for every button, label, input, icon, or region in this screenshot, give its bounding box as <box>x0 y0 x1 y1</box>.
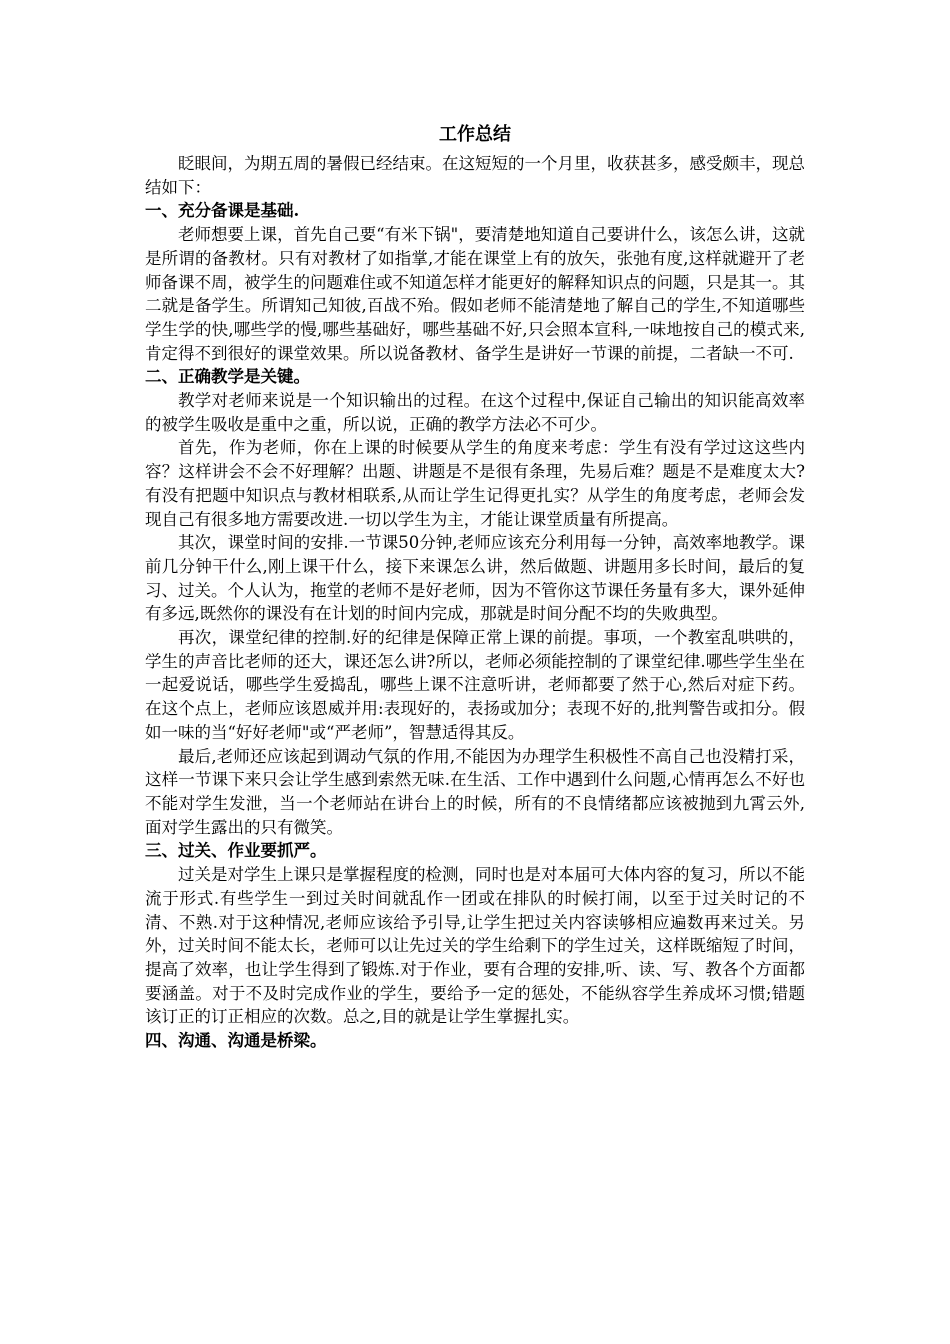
document-title: 工作总结 <box>439 124 511 145</box>
section-heading-3: 三、过关、作业要抓严。 <box>145 841 327 861</box>
section-heading-1: 一、充分备课是基础. <box>145 201 300 221</box>
section-2-paragraph-5: 最后,老师还应该起到调动气氛的作用,不能因为办理学生积极性不高自己也没精打采，这样一节课下来只会让学生感到索然无味.在生活、工作中遇到什么问题,心情再怎么不好也不能对学生发泄，当一个老师站在讲台上的时候，所有的不良情绪都应该被抛到九霄云外,面对学生露出的只有微笑。 <box>145 746 805 837</box>
section-2-paragraph-4: 再次，课堂纪律的控制.好的纪律是保障正常上课的前提。事项，一个教室乱哄哄的，学生的声音比老师的还大，课还怎么讲?所以，老师必须能控制的了课堂纪律.哪些学生坐在一起爱说话，哪些学生爱捣乱，哪些上课不注意听讲，老师都要了然于心,然后对症下药。在这个点上，老师应该恩威并用:表现好的，表扬或加分；表现不好的,批判警告或扣分。假如一味的当“好好老师"或“严老师”，智慧适得其反。 <box>145 628 805 742</box>
section-heading-4: 四、沟通、沟通是桥梁。 <box>145 1031 327 1051</box>
section-2-paragraph-3: 其次，课堂时间的安排.一节课50分钟,老师应该充分利用每一分钟，高效率地教学。课前几分钟干什么,刚上课干什么，接下来课怎么讲，然后做题、讲题用多长时间，最后的复习、过关。个人认为，拖堂的老师不是好老师，因为不管你这节课任务量有多大，课外延伸有多远,既然你的课没有在计划的时间内完成，那就是时间分配不均的失败典型。 <box>145 533 805 624</box>
intro-paragraph: 眨眼间，为期五周的暑假已经结束。在这短短的一个月里，收获甚多，感受颇丰，现总结如下： <box>145 154 805 197</box>
section-1-paragraph-1: 老师想要上课，首先自己要“有米下锅"，要清楚地知道自己要讲什么，该怎么讲，这就是所谓的备教材。只有对教材了如指掌,才能在课堂上有的放矢，张弛有度,这样就避开了老师备课不周，被学生的问题难住或不知道怎样才能更好的解释知识点的问题，只是其一。其二就是备学生。所谓知己知彼,百战不殆。假如老师不能清楚地了解自己的学生,不知道哪些学生学的快,哪些学的慢,哪些基础好，哪些基础不好,只会照本宣科,一味地按自己的模式来,肯定得不到很好的课堂效果。所以说备教材、备学生是讲好一节课的前提，二者缺一不可. <box>145 225 805 363</box>
section-2-paragraph-1: 教学对老师来说是一个知识输出的过程。在这个过程中,保证自己输出的知识能高效率的被学生吸收是重中之重，所以说，正确的教学方法必不可少。 <box>145 391 805 434</box>
section-heading-2: 二、正确教学是关键。 <box>145 367 310 387</box>
document-page <box>145 120 805 1053</box>
section-3-paragraph-1: 过关是对学生上课只是掌握程度的检测，同时也是对本届可大体内容的复习，所以不能流于形式.有些学生一到过关时间就乱作一团或在排队的时候打闹，以至于过关时记的不清、不熟.对于这种情况,老师应该给予引导,让学生把过关内容读够相应遍数再来过关。另外，过关时间不能太长，老师可以让先过关的学生给剩下的学生过关，这样既缩短了时间，提高了效率，也让学生得到了锻炼.对于作业，要有合理的安排,听、读、写、教各个方面都要涵盖。对于不及时完成作业的学生，要给予一定的惩处，不能纵容学生养成坏习惯;错题该订正的订正相应的次数。总之,目的就是让学生掌握扎实。 <box>145 865 805 1027</box>
section-2-paragraph-2: 首先，作为老师，你在上课的时候要从学生的角度来考虑：学生有没有学过这这些内容？这样讲会不会不好理解？出题、讲题是不是很有条理，先易后难？题是不是难度太大?有没有把题中知识点与教材相联系,从而让学生记得更扎实？从学生的角度考虑，老师会发现自己有很多地方需要改进.一切以学生为主，才能让课堂质量有所提高。 <box>145 438 805 529</box>
